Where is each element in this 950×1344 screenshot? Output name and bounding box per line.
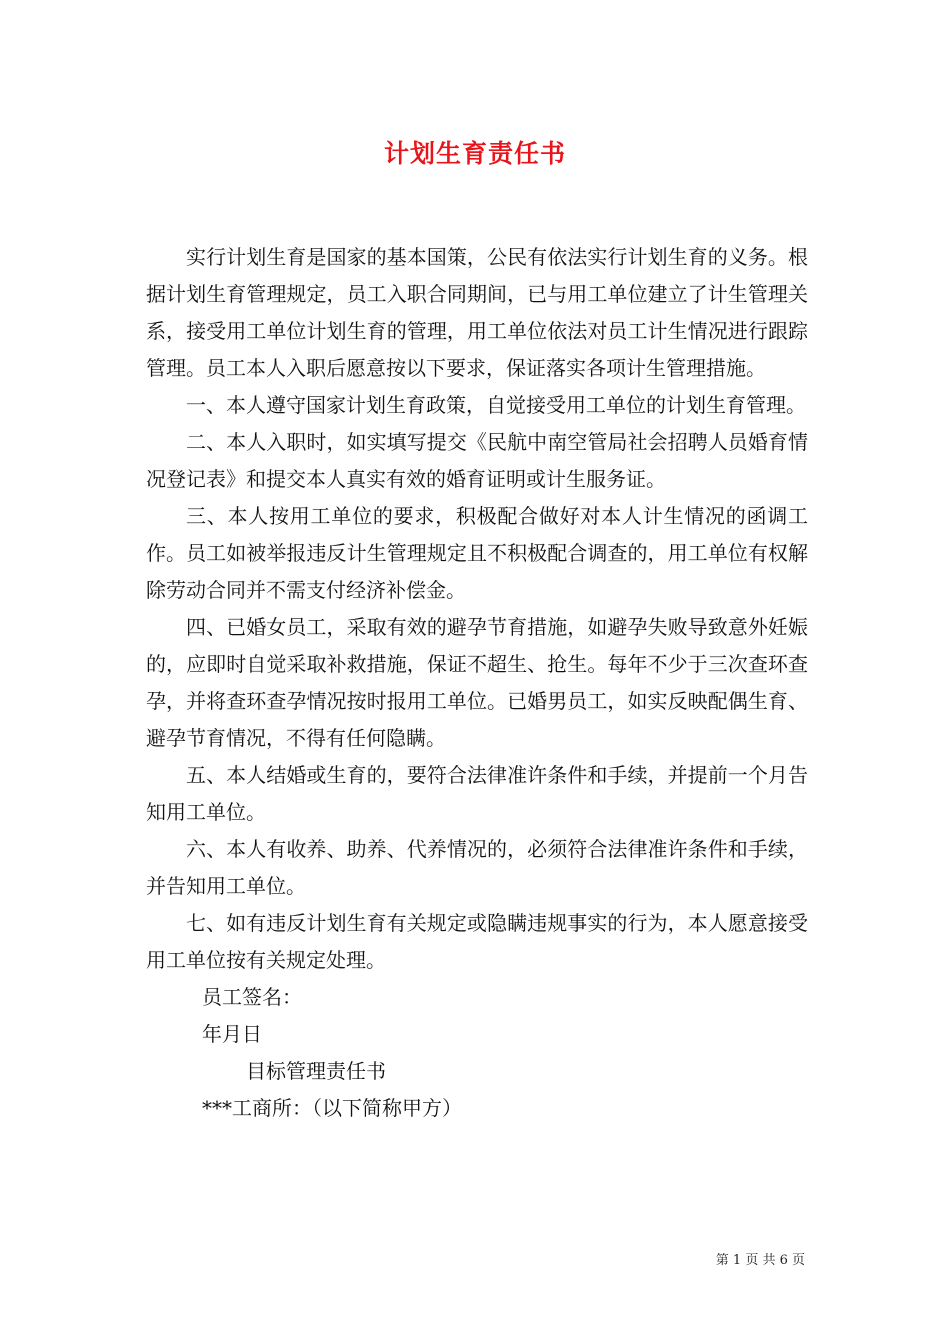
signature-label: 员工签名： <box>202 985 302 1009</box>
paragraph-intro: 实行计划生育是国家的基本国策，公民有依法实行计划生育的义务。根据计划生育管理规定，员工入职合同期间，已与用工单位建立了计生管理关系，接受用工单位计划生育的管理，用工单位依法对员工计生情况进行跟踪管理。员工本人入职后愿意按以下要求，保证落实各项计生管理措施。 <box>146 245 808 380</box>
paragraph-clause-7: 七、如有违反计划生育有关规定或隐瞒违规事实的行为，本人愿意接受用工单位按有关规定处理。 <box>146 911 808 972</box>
paragraph-clause-5: 五、本人结婚或生育的，要符合法律准许条件和手续，并提前一个月告知用工单位。 <box>146 763 808 824</box>
paragraph-clause-2: 二、本人入职时，如实填写提交《民航中南空管局社会招聘人员婚育情况登记表》和提交本人真实有效的婚育证明或计生服务证。 <box>146 430 808 491</box>
document-title: 计划生育责任书 <box>383 139 566 168</box>
paragraph-clause-6: 六、本人有收养、助养、代养情况的，必须符合法律准许条件和手续，并告知用工单位。 <box>146 837 808 898</box>
paragraph-clause-4: 四、已婚女员工，采取有效的避孕节育措施，如避孕失败导致意外妊娠的，应即时自觉采取补救措施，保证不超生、抢生。每年不少于三次查环查孕，并将查环查孕情况按时报用工单位。已婚男员工，如实反映配偶生育、避孕节育情况，不得有任何隐瞒。 <box>146 615 808 750</box>
page-number: 第 1 页 共 6 页 <box>715 1253 805 1268</box>
next-document-title: 目标管理责任书 <box>246 1059 386 1083</box>
next-document-party: ***工商所：（以下简称甲方） <box>202 1096 462 1120</box>
document-body <box>146 239 808 1127</box>
paragraph-clause-3: 三、本人按用工单位的要求，积极配合做好对本人计生情况的函调工作。员工如被举报违反计生管理规定且不积极配合调查的，用工单位有权解除劳动合同并不需支付经济补偿金。 <box>146 504 808 602</box>
date-label: 年月日 <box>202 1022 262 1046</box>
paragraph-clause-1: 一、本人遵守国家计划生育政策，自觉接受用工单位的计划生育管理。 <box>186 393 806 417</box>
